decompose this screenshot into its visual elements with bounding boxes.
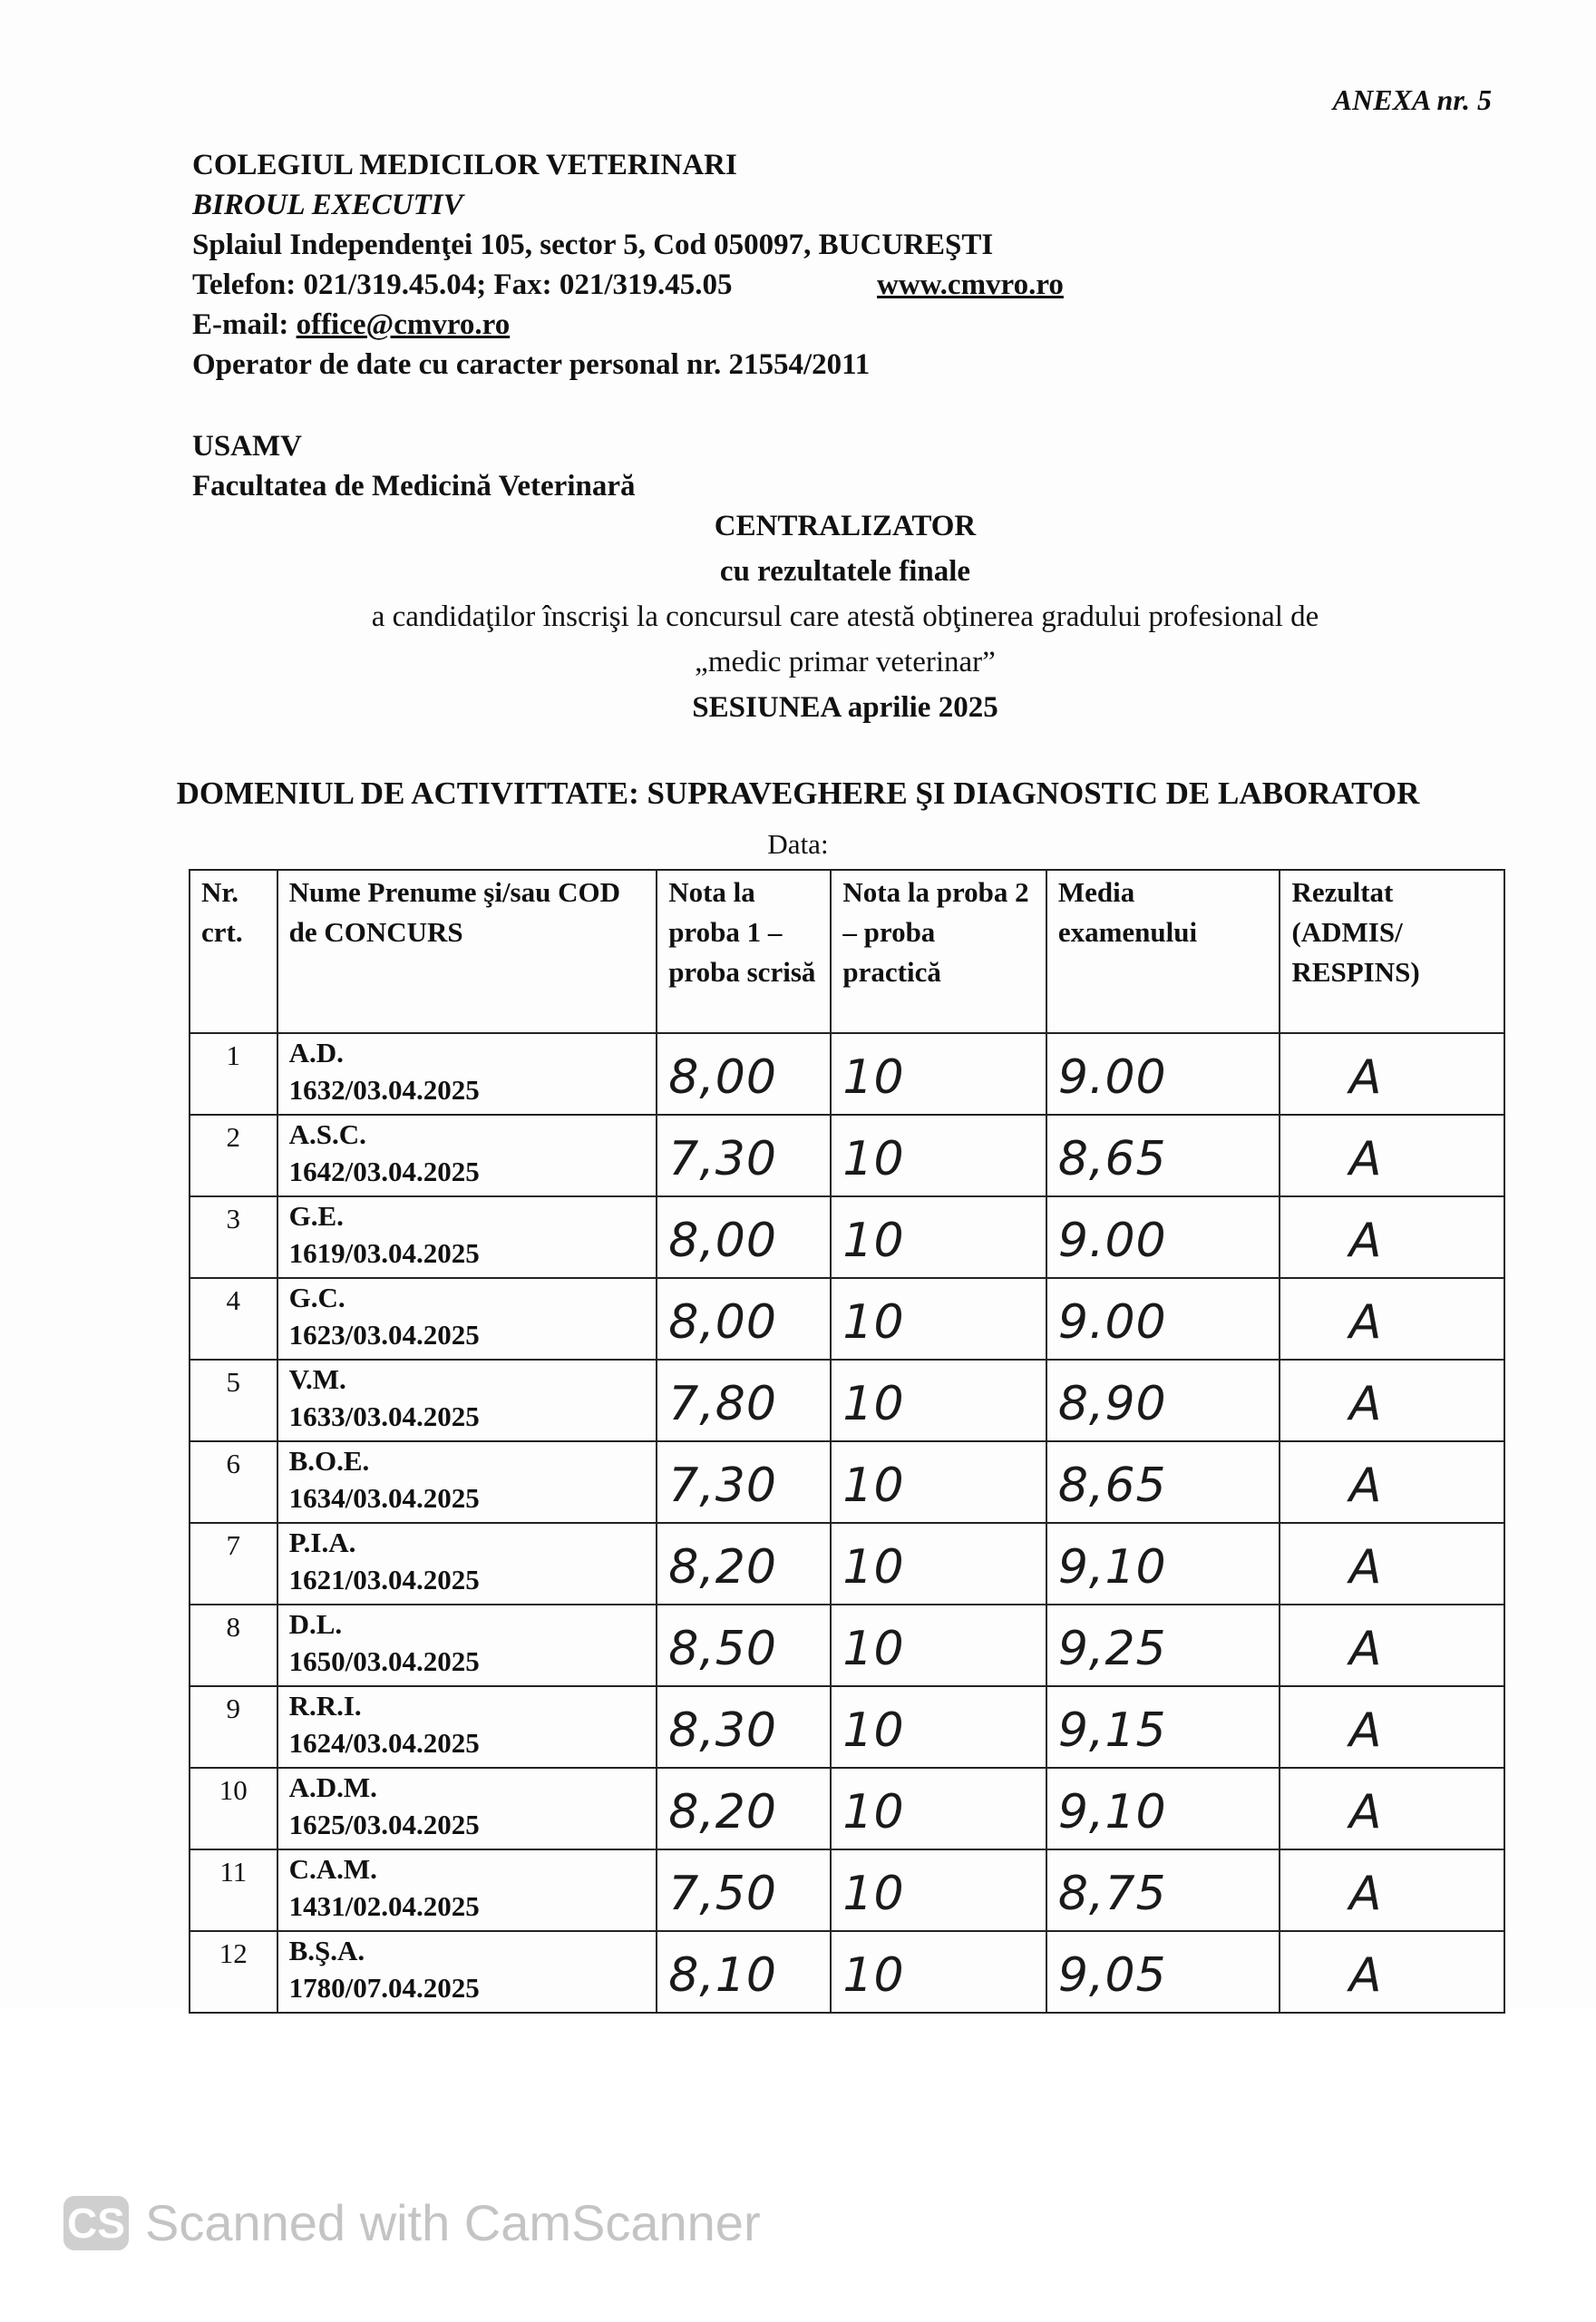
document-session: SESIUNEA aprilie 2025 [692, 691, 998, 724]
row-media: 8,65 [1046, 1441, 1280, 1523]
row-nota1: 8,50 [657, 1605, 831, 1686]
row-rezultat: A [1280, 1849, 1504, 1931]
row-media: 9,05 [1046, 1931, 1280, 2013]
row-nr: 6 [190, 1441, 277, 1523]
row-rezultat: A [1280, 1931, 1504, 2013]
row-nota2: 10 [831, 1686, 1046, 1768]
table-row [190, 1931, 1504, 2013]
row-nota2: 10 [831, 1441, 1046, 1523]
table-row [190, 1605, 1504, 1686]
table-row [190, 1849, 1504, 1931]
candidate-code: 1624/03.04.2025 [288, 1727, 480, 1759]
row-rezultat: A [1280, 1115, 1504, 1196]
document-grade: „medic primar veterinar” [695, 646, 996, 678]
row-candidate [277, 1523, 657, 1605]
candidate-initials: A.S.C. [288, 1118, 366, 1150]
row-media: 9.00 [1046, 1196, 1280, 1278]
row-nota2: 10 [831, 1278, 1046, 1360]
row-candidate [277, 1605, 657, 1686]
results-table [189, 869, 1505, 2014]
row-candidate [277, 1033, 657, 1115]
row-nr: 5 [190, 1360, 277, 1441]
candidate-initials: B.Ş.A. [288, 1935, 365, 1966]
row-nota1: 7,80 [657, 1360, 831, 1441]
row-media: 8,65 [1046, 1115, 1280, 1196]
row-rezultat: A [1280, 1605, 1504, 1686]
row-media: 8,75 [1046, 1849, 1280, 1931]
org-phone: Telefon: 021/319.45.04; Fax: 021/319.45.05 [192, 268, 733, 301]
university-name: USAMV [192, 430, 302, 463]
candidate-initials: A.D.M. [288, 1771, 377, 1803]
candidate-code: 1431/02.04.2025 [288, 1890, 480, 1922]
header-nota2: Nota la proba 2 – proba practică [831, 870, 1046, 1033]
header-name: Nume Prenume şi/sau COD de CONCURS [277, 870, 657, 1033]
table-row [190, 1523, 1504, 1605]
table-row [190, 1441, 1504, 1523]
row-nota2: 10 [831, 1196, 1046, 1278]
candidate-code: 1633/03.04.2025 [288, 1400, 480, 1432]
institution-block [192, 426, 636, 506]
row-nr: 3 [190, 1196, 277, 1278]
row-candidate [277, 1849, 657, 1931]
candidate-code: 1621/03.04.2025 [288, 1564, 480, 1595]
org-name: COLEGIUL MEDICILOR VETERINARI [192, 149, 737, 181]
row-candidate [277, 1441, 657, 1523]
row-candidate [277, 1360, 657, 1441]
table-header-row [190, 870, 1504, 1033]
document-subtitle: cu rezultatele finale [719, 555, 971, 588]
candidate-initials: G.C. [288, 1282, 345, 1313]
row-nota2: 10 [831, 1115, 1046, 1196]
row-nota1: 8,00 [657, 1278, 831, 1360]
row-rezultat: A [1280, 1196, 1504, 1278]
row-nota2: 10 [831, 1768, 1046, 1849]
row-candidate [277, 1931, 657, 2013]
row-rezultat: A [1280, 1278, 1504, 1360]
candidate-code: 1632/03.04.2025 [288, 1074, 480, 1106]
row-nota2: 10 [831, 1849, 1046, 1931]
email-label: E-mail: [192, 308, 289, 341]
row-nota1: 8,00 [657, 1033, 831, 1115]
date-label: Data: [767, 828, 829, 860]
row-media: 9.00 [1046, 1278, 1280, 1360]
camscanner-text: Scanned with CamScanner [145, 2194, 761, 2251]
row-nr: 4 [190, 1278, 277, 1360]
row-media: 9,25 [1046, 1605, 1280, 1686]
activity-domain: DOMENIUL DE ACTIVITTATE: SUPRAVEGHERE ŞI DIAGNOSTIC DE LABORATOR [176, 776, 1420, 811]
row-nr: 7 [190, 1523, 277, 1605]
candidate-initials: D.L. [288, 1608, 343, 1640]
row-nota1: 8,20 [657, 1768, 831, 1849]
row-nota1: 7,30 [657, 1115, 831, 1196]
candidate-code: 1625/03.04.2025 [288, 1809, 480, 1840]
org-website-link[interactable]: www.cmvro.ro [877, 268, 1064, 301]
row-candidate [277, 1115, 657, 1196]
candidate-code: 1619/03.04.2025 [288, 1237, 480, 1269]
row-rezultat: A [1280, 1523, 1504, 1605]
row-nota2: 10 [831, 1931, 1046, 2013]
candidate-initials: P.I.A. [288, 1527, 356, 1558]
row-candidate [277, 1278, 657, 1360]
document-title-block [192, 503, 1498, 730]
row-rezultat: A [1280, 1768, 1504, 1849]
row-media: 9,10 [1046, 1768, 1280, 1849]
row-nota1: 8,10 [657, 1931, 831, 2013]
row-rezultat: A [1280, 1033, 1504, 1115]
table-row [190, 1115, 1504, 1196]
row-rezultat: A [1280, 1441, 1504, 1523]
document-title: CENTRALIZATOR [714, 510, 977, 542]
row-nota1: 8,20 [657, 1523, 831, 1605]
row-nr: 10 [190, 1768, 277, 1849]
faculty-name: Facultatea de Medicină Veterinară [192, 470, 636, 502]
candidate-code: 1634/03.04.2025 [288, 1482, 480, 1514]
letterhead [192, 145, 1064, 385]
table-row [190, 1196, 1504, 1278]
row-candidate [277, 1768, 657, 1849]
header-rezultat: Rezultat (ADMIS/ RESPINS) [1280, 870, 1504, 1033]
row-media: 9,15 [1046, 1686, 1280, 1768]
candidate-code: 1623/03.04.2025 [288, 1319, 480, 1351]
candidate-code: 1650/03.04.2025 [288, 1645, 480, 1677]
row-nota1: 7,50 [657, 1849, 831, 1931]
header-nr: Nr. crt. [190, 870, 277, 1033]
table-row [190, 1033, 1504, 1115]
candidate-initials: G.E. [288, 1200, 344, 1232]
row-nr: 1 [190, 1033, 277, 1115]
candidate-initials: C.A.M. [288, 1853, 377, 1885]
row-nr: 2 [190, 1115, 277, 1196]
table-row [190, 1360, 1504, 1441]
row-media: 9.00 [1046, 1033, 1280, 1115]
row-candidate [277, 1686, 657, 1768]
row-nr: 12 [190, 1931, 277, 2013]
header-nota1: Nota la proba 1 – proba scrisă [657, 870, 831, 1033]
org-email-line [192, 305, 993, 345]
org-department: BIROUL EXECUTIV [192, 189, 463, 221]
row-nota1: 8,00 [657, 1196, 831, 1278]
header-media: Media examenului [1046, 870, 1280, 1033]
document-description: a candidaţilor înscrişi la concursul care atestă obţinerea gradului profesional de [371, 600, 1319, 633]
row-nota1: 7,30 [657, 1441, 831, 1523]
row-rezultat: A [1280, 1686, 1504, 1768]
row-nota1: 8,30 [657, 1686, 831, 1768]
annex-label: ANEXA nr. 5 [1332, 83, 1492, 116]
candidate-code: 1780/07.04.2025 [288, 1972, 480, 2004]
row-media: 9,10 [1046, 1523, 1280, 1605]
camscanner-logo-icon: CS [63, 2196, 129, 2250]
row-nr: 8 [190, 1605, 277, 1686]
table-row [190, 1686, 1504, 1768]
candidate-code: 1642/03.04.2025 [288, 1156, 480, 1187]
row-nota2: 10 [831, 1605, 1046, 1686]
row-nr: 11 [190, 1849, 277, 1931]
row-nota2: 10 [831, 1360, 1046, 1441]
candidate-initials: V.M. [288, 1363, 346, 1395]
row-nr: 9 [190, 1686, 277, 1768]
candidate-initials: A.D. [288, 1037, 344, 1068]
table-row [190, 1768, 1504, 1849]
org-email-link[interactable]: office@cmvro.ro [296, 308, 511, 341]
row-nota2: 10 [831, 1523, 1046, 1605]
row-media: 8,90 [1046, 1360, 1280, 1441]
camscanner-watermark [63, 2193, 761, 2252]
row-nota2: 10 [831, 1033, 1046, 1115]
candidate-initials: B.O.E. [288, 1445, 370, 1477]
row-candidate [277, 1196, 657, 1278]
table-row [190, 1278, 1504, 1360]
row-rezultat: A [1280, 1360, 1504, 1441]
org-address: Splaiul Independenţei 105, sector 5, Cod 050097, BUCUREŞTI [192, 229, 994, 261]
org-operator: Operator de date cu caracter personal nr. 21554/2011 [192, 348, 871, 381]
candidate-initials: R.R.I. [288, 1690, 362, 1722]
